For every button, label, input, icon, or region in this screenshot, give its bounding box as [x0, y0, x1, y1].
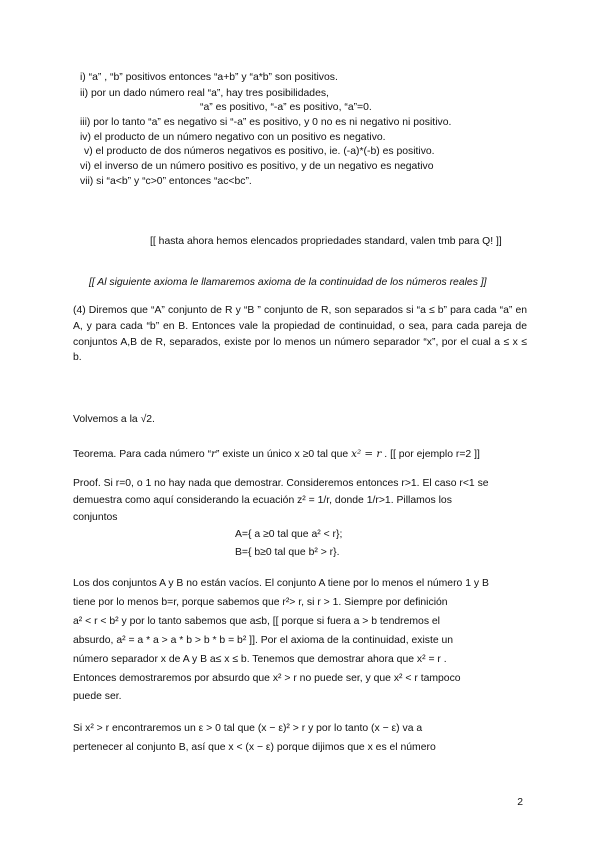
para3-line-1: Si x² > r encontraremos un ε > 0 tal que (x − ε)² > r y por lo tanto (x − ε) va a — [73, 723, 423, 734]
axiom-paragraph: (4) Diremos que “A” conjunto de R y “B ” conjunto de R, son separados si “a ≤ b” para cada “a” en A, y para cada “b” en B. Entonces vale la propiedad de continuidad, o sea, para cada pareja de conjuntos A,B de R, separados, existe por lo menos un número separador “x”, por el cual a ≤ x ≤ b. — [73, 305, 527, 364]
para2-line-4: absurdo, a² = a * a > a * b > b * b = b² ]]. Por el axioma de la continuidad, existe un — [73, 635, 454, 646]
para2-line-1: Los dos conjuntos A y B no están vacíos. El conjunto A tiene por lo menos el número 1 y B — [73, 578, 489, 589]
list-item-i: i) “a” , “b” positivos entonces “a+b” y “a*b” son positivos. — [80, 72, 338, 83]
list-item-vi: vi) el inverso de un número positivo es positivo, y de un negativo es negativo — [80, 161, 434, 172]
list-item-iii: iii) por lo tanto “a” es negativo si “-a” es positivo, y 0 no es ni negativo ni positivo. — [80, 117, 452, 128]
para3-line-2: pertenecer al conjunto B, así que x < (x − ε) porque dijimos que x es el número — [73, 742, 436, 753]
page-number: 2 — [517, 797, 523, 808]
theorem-text-c: . [[ por ejemplo r=2 ]] — [381, 449, 480, 460]
theorem-text-b: ” existe un único x ≥0 tal que — [216, 449, 352, 460]
para2-line-6: Entonces demostraremos por absurdo que x² > r no puede ser, y que x² < r tampoco — [73, 673, 461, 684]
list-item-vii: vii) si “a<b” y “c>0” entonces “ac<bc”. — [80, 176, 252, 187]
para2-line-7: puede ser. — [73, 691, 122, 702]
sqrt-heading: Volvemos a la √2. — [73, 414, 155, 425]
theorem-equation: x² = r — [351, 448, 382, 460]
proof-line-1: Proof. Si r=0, o 1 no hay nada que demostrar. Consideremos entonces r>1. El caso r<1 se — [73, 478, 489, 489]
set-b-definition: B={ b≥0 tal que b² > r}. — [235, 547, 340, 558]
list-item-ii-cases: “a” es positivo, “-a” es positivo, “a”=0. — [200, 102, 372, 113]
note-standard-properties: [[ hasta ahora hemos elencados propriedades standard, valen tmb para Q! ]] — [150, 236, 502, 247]
para2-line-2: tiene por lo menos b=r, porque sabemos que r²> r, si r > 1. Siempre por definición — [73, 597, 448, 608]
theorem — [73, 448, 480, 461]
proof-line-3: conjuntos — [73, 512, 118, 523]
para2-line-3: a² < r < b² y por lo tanto sabemos que a≤b, [[ porque si fuera a > b tendremos el — [73, 616, 440, 627]
theorem-text-a: Teorema. Para cada número “ — [73, 449, 212, 460]
theorem-r: r — [211, 448, 216, 460]
note-continuity-axiom: [[ Al siguiente axioma le llamaremos axioma de la continuidad de los números reales ]] — [89, 277, 487, 288]
list-item-ii: ii) por un dado número real “a”, hay tres posibilidades, — [80, 88, 329, 99]
para2-line-5: número separador x de A y B a≤ x ≤ b. Tenemos que demostrar ahora que x² = r . — [73, 654, 447, 665]
list-item-v: v) el producto de dos números negativos es positivo, ie. (-a)*(-b) es positivo. — [84, 146, 435, 157]
proof-line-2: demuestra como aquí considerando la ecuación z² = 1/r, donde 1/r>1. Pillamos los — [73, 495, 452, 506]
set-a-definition: A={ a ≥0 tal que a² < r}; — [235, 529, 343, 540]
list-item-iv: iv) el producto de un número negativo con un positivo es negativo. — [80, 132, 386, 143]
